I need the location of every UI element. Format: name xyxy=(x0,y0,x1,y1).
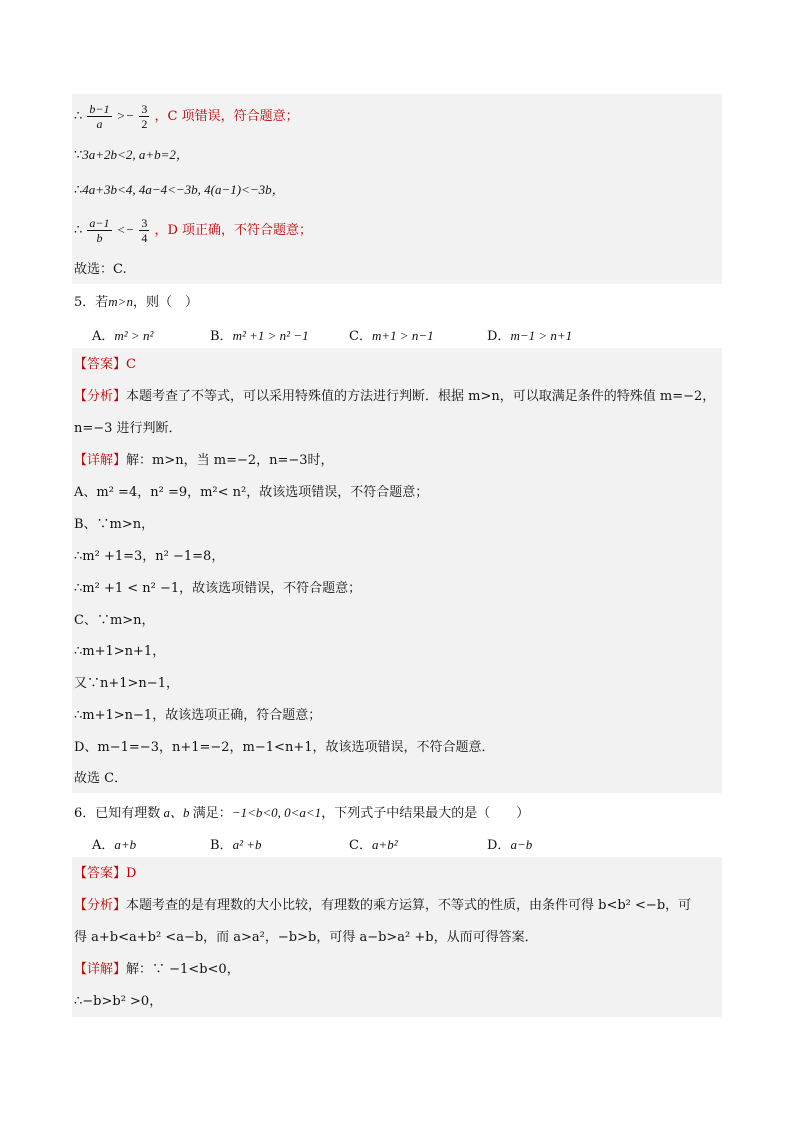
because-symbol: ∵ xyxy=(74,148,83,163)
analysis-label: 【分析】 xyxy=(74,898,127,913)
math: −1<b<0, 0<a<1 xyxy=(231,805,322,820)
detail-text: 解：∵ −1<b<0， xyxy=(126,962,240,977)
q5-answer xyxy=(74,356,136,374)
q5-analysis-1 xyxy=(74,388,715,406)
detail-text: 解：m>n，当 m=−2，n=−3时， xyxy=(126,453,334,468)
q4-line-1 xyxy=(74,102,299,131)
q6-stem-mid: 满足： xyxy=(192,806,232,821)
q5-option-b: B．m² +1 > n² −1 xyxy=(210,328,309,344)
q5-detail-6: C、∵m>n， xyxy=(74,613,155,628)
q6-detail-2: ∴−b>b² >0， xyxy=(74,994,163,1009)
answer-value: D xyxy=(126,866,137,881)
therefore-symbol: ∴ xyxy=(74,223,83,238)
q6-number: 6．已知有理数 xyxy=(74,806,161,821)
q5-stem-end: ，则（ ） xyxy=(132,295,198,310)
therefore-symbol: ∴ xyxy=(74,109,83,124)
answer-label: 【答案】 xyxy=(74,357,127,372)
q5-detail-4: ∴m² +1=3，n² −1=8， xyxy=(74,549,225,564)
q6-answer xyxy=(74,865,136,883)
q5-detail-7: ∴m+1>n+1， xyxy=(74,644,166,659)
q5-detail-5: ∴m² +1 < n² −1，故该选项错误，不符合题意； xyxy=(74,581,362,596)
q6-analysis-2: 得 a+b<a+b² <a−b，而 a>a²，−b>b，可得 a−b>a² +b，从而可得答案． xyxy=(74,930,538,945)
fraction: $\frac{a-1}{b}$ xyxy=(89,216,110,245)
detail-label: 【详解】 xyxy=(74,962,127,977)
q5-detail-1 xyxy=(74,452,334,470)
q5-number: 5．若 xyxy=(74,295,109,310)
math: m>n xyxy=(108,294,133,309)
analysis-text: 本题考查了不等式，可以采用特殊值的方法进行判断．根据 m>n，可以取满足条件的特殊值 m=−2， xyxy=(126,389,716,404)
q6-stem-end: ，下列式子中结果最大的是（ ） xyxy=(321,806,530,821)
math: <− xyxy=(116,222,135,237)
q6-detail-1 xyxy=(74,961,240,979)
q5-option-c: C．m+1 > n−1 xyxy=(349,328,434,344)
answer-value: C xyxy=(126,357,136,372)
math: 3a+2b<2, a+b=2， xyxy=(82,147,189,162)
q5-option-a: A．m² > n² xyxy=(92,328,154,344)
q6-option-a: A．a+b xyxy=(92,837,137,853)
math: 4a+3b<4, 4a−4<−3b, 4(a−1)<−3b， xyxy=(82,182,285,197)
q6-analysis-1 xyxy=(74,897,691,915)
q4-conclusion-c: ，C 项错误，符合题意； xyxy=(154,109,299,124)
q4-conclusion-d: ，D 项正确，不符合题意； xyxy=(154,223,313,238)
q4-line-4 xyxy=(74,216,312,245)
answer-label: 【答案】 xyxy=(74,866,127,881)
fraction: $\frac{b-1}{a}$ xyxy=(89,102,110,131)
math: >− xyxy=(116,108,135,123)
analysis-label: 【分析】 xyxy=(74,389,127,404)
q5-detail-9: ∴m+1>n−1，故该选项正确，符合题意； xyxy=(74,708,322,723)
therefore-symbol: ∴ xyxy=(74,183,83,198)
q6-option-d: D．a−b xyxy=(487,837,533,853)
q4-line-3 xyxy=(74,181,285,200)
fraction: $\frac{3}{2}$ xyxy=(141,102,148,131)
q5-detail-10: D、m−1=−3，n+1=−2，m−1<n+1，故该选项错误，不符合题意． xyxy=(74,740,495,755)
math: a、b xyxy=(160,805,193,820)
q5-detail-3: B、∵m>n， xyxy=(74,517,155,532)
q4-line-2 xyxy=(74,146,189,165)
q4-line-5: 故选：C. xyxy=(74,262,127,277)
q6-option-b: B．a² +b xyxy=(210,837,262,853)
q5-stem xyxy=(74,291,198,310)
fraction: $\frac{3}{4}$ xyxy=(141,216,148,245)
q5-detail-11: 故选 C． xyxy=(74,771,128,786)
q6-option-c: C．a+b² xyxy=(349,837,398,853)
q6-stem xyxy=(74,802,529,821)
solution-block-q5 xyxy=(72,348,722,793)
q5-detail-2: A、m² =4，n² =9，m²< n²，故该选项错误，不符合题意； xyxy=(74,485,429,500)
analysis-text: 本题考查的是有理数的大小比较，有理数的乘方运算，不等式的性质，由条件可得 b<b² <−b，可 xyxy=(126,898,692,913)
q5-option-d: D．m−1 > n+1 xyxy=(487,328,573,344)
q5-detail-8: 又∵n+1>n−1， xyxy=(74,676,179,691)
q5-analysis-2: n=−3 进行判断． xyxy=(74,421,182,436)
detail-label: 【详解】 xyxy=(74,453,127,468)
